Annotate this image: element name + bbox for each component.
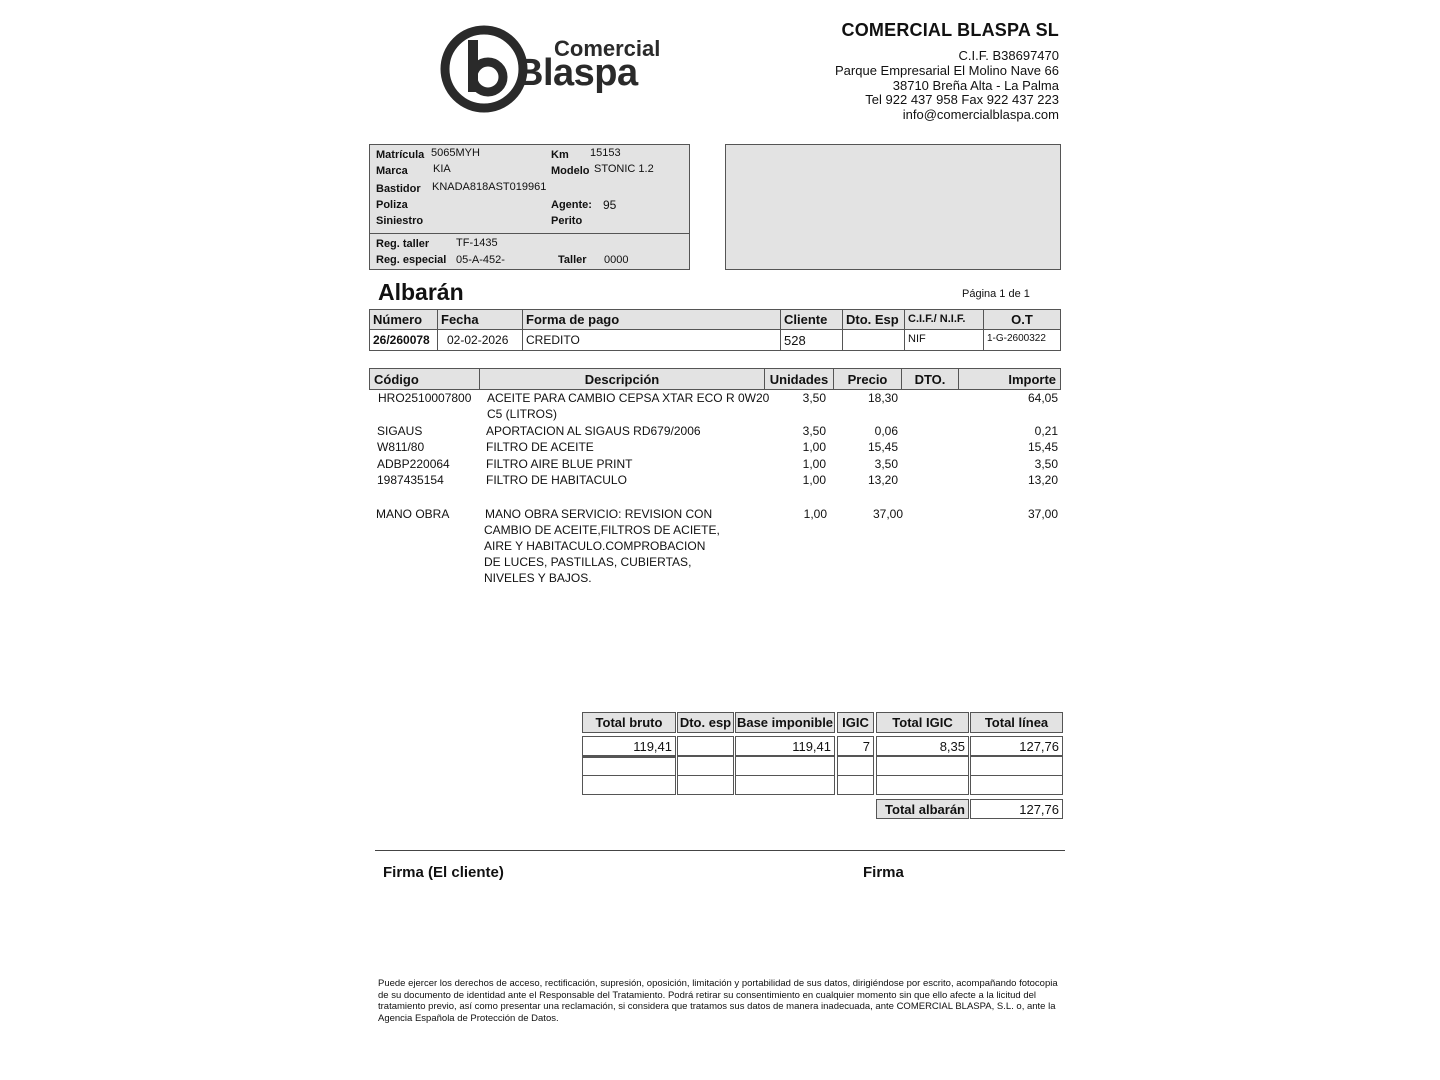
total-igic-value: 8,35 [876,736,969,756]
empty-cell [876,775,969,795]
base-imponible-value: 119,41 [735,736,835,756]
empty-cell [677,756,734,776]
col-precio: Precio [833,368,902,390]
col-ot: O.T [983,309,1061,330]
col-base-imponible: Base imponible [735,712,835,733]
company-name: COMERCIAL BLASPA SL [841,20,1059,40]
row-precio: 13,20 [867,473,898,487]
col-igic: IGIC [837,712,874,733]
client-signature-label: Firma (El cliente) [383,864,504,881]
row-precio: 15,45 [867,440,898,454]
row-precio: 37,00 [872,507,903,521]
row-importe: 13,20 [1027,473,1058,487]
company-city: 38710 Breña Alta - La Palma [892,78,1059,93]
col-total-igic: Total IGIC [876,712,969,733]
total-albaran-value: 127,76 [970,799,1063,819]
col-dto: DTO. [901,368,959,390]
total-linea-value: 127,76 [970,736,1063,756]
reg-especial-value: 05-A-452- [456,254,505,266]
row-importe: 0,21 [1034,424,1058,438]
col-forma-pago: Forma de pago [522,309,781,330]
row-importe: 37,00 [1027,507,1058,521]
poliza-label: Poliza [376,199,408,211]
marca-value: KIA [433,163,451,175]
ot-value: 1-G-2600322 [983,329,1061,351]
row-codigo: HRO2510007800 [378,391,472,405]
document-title: Albarán [378,279,464,305]
row-descripcion: APORTACION AL SIGAUS RD679/2006 [486,424,701,438]
signature-label: Firma [863,864,904,881]
row-precio: 0,06 [874,424,898,438]
perito-label: Perito [551,215,583,227]
empty-cell [970,756,1063,776]
col-codigo: Código [369,368,480,390]
row-descripcion-cont: AIRE Y HABITACULO.COMPROBACION [484,539,706,553]
legal-notice: Puede ejercer los derechos de acceso, rectificación, supresión, oposición, limitación y portabilidad de sus datos, dirigiéndose por escrito, acompañando fotocopia de su documento de identidad ante el Responsable del Tratamiento. Podrá retirar su consentimiento en cualquier momento sin que ello afecte a la licitud del tratamiento previo, así como presentar una reclamación, si considera que tratamos sus datos de manera inadecuada, ante COMERCIAL BLASPA, S.L. o, ante la Agencia Española de Protección de Datos. [378,978,1058,1024]
row-descripcion-cont: C5 (LITROS) [487,407,558,421]
row-unidades: 1,00 [802,440,826,454]
igic-value: 7 [837,736,874,756]
vehicle-info-box [369,144,690,270]
col-dto-esp: Dto. Esp [842,309,905,330]
company-phone: Tel 922 437 958 Fax 922 437 223 [865,92,1059,107]
company-email[interactable]: info@comercialblaspa.com [902,107,1059,122]
empty-cell [582,775,676,795]
col-fecha: Fecha [437,309,523,330]
col-cif-nif: C.I.F./ N.I.F. [904,309,984,330]
total-bruto-value: 119,41 [582,736,676,756]
reg-especial-label: Reg. especial [376,254,447,266]
row-codigo: W811/80 [377,440,425,454]
km-label: Km [551,149,569,161]
fecha-value: 02-02-2026 [437,329,523,351]
row-descripcion: FILTRO DE HABITACULO [486,473,627,487]
row-unidades: 3,50 [802,391,826,405]
agente-label: Agente: [551,199,592,211]
page-indicator: Página 1 de 1 [962,288,1030,300]
bastidor-value: KNADA818AST019961 [432,181,547,193]
siniestro-label: Siniestro [376,215,424,227]
row-precio: 18,30 [867,391,898,405]
empty-cell [837,775,874,795]
forma-pago-value: CREDITO [522,329,781,351]
col-unidades: Unidades [764,368,834,390]
col-total-bruto: Total bruto [582,712,676,733]
row-descripcion: FILTRO DE ACEITE [486,440,594,454]
empty-cell [677,775,734,795]
empty-cell [876,756,969,776]
col-cliente: Cliente [780,309,843,330]
km-value: 15153 [590,147,621,159]
col-descripcion: Descripción [479,368,765,390]
empty-cell [735,756,835,776]
modelo-value: STONIC 1.2 [594,163,654,175]
row-descripcion: FILTRO AIRE BLUE PRINT [486,457,633,471]
empty-cell [837,756,874,776]
company-address: Parque Empresarial El Molino Nave 66 [835,63,1059,78]
row-unidades: 1,00 [802,473,826,487]
marca-label: Marca [376,165,408,177]
row-descripcion-cont: CAMBIO DE ACEITE,FILTROS DE ACIETE, [484,523,720,537]
logo-text-blaspa: Blaspa [516,52,638,94]
row-unidades: 1,00 [802,457,826,471]
signature-divider [375,850,1065,851]
agente-value: 95 [603,198,617,212]
row-importe: 64,05 [1027,391,1058,405]
row-unidades: 1,00 [803,507,827,521]
taller-label: Taller [558,254,587,266]
row-descripcion: MANO OBRA SERVICIO: REVISION CON [485,507,713,521]
client-info-box [725,144,1061,270]
cif-nif-value: NIF [904,329,984,351]
logo-text-comercial: Comercial [554,36,661,61]
row-unidades: 3,50 [802,424,826,438]
row-codigo: SIGAUS [377,424,423,438]
row-importe: 3,50 [1034,457,1058,471]
col-numero: Número [369,309,438,330]
empty-cell [735,775,835,795]
company-cif: C.I.F. B38697470 [958,48,1059,63]
total-albaran-label: Total albarán [876,799,969,819]
cliente-value: 528 [780,329,843,351]
row-descripcion: ACEITE PARA CAMBIO CEPSA XTAR ECO R 0W20 [487,391,770,405]
matricula-label: Matrícula [376,149,425,161]
col-dto-esp-total: Dto. esp [677,712,734,733]
modelo-label: Modelo [551,165,590,177]
row-codigo: MANO OBRA [376,507,450,521]
row-descripcion-cont: DE LUCES, PASTILLAS, CUBIERTAS, [484,555,692,569]
row-precio: 3,50 [874,457,898,471]
dto-esp-value [842,329,905,351]
col-importe: Importe [958,368,1061,390]
dto-esp-total-value [677,736,734,756]
empty-cell [970,775,1063,795]
matricula-value: 5065MYH [431,147,480,159]
row-codigo: ADBP220064 [377,457,450,471]
row-descripcion-cont: NIVELES Y BAJOS. [484,571,592,585]
col-total-linea: Total línea [970,712,1063,733]
company-logo [440,22,670,118]
bastidor-label: Bastidor [376,183,421,195]
row-importe: 15,45 [1027,440,1058,454]
taller-value: 0000 [604,254,629,266]
reg-taller-label: Reg. taller [376,238,430,250]
row-codigo: 1987435154 [377,473,444,487]
numero-value: 26/260078 [369,329,438,351]
vehicle-box-divider [370,233,689,234]
reg-taller-value: TF-1435 [456,237,498,249]
empty-cell [582,756,676,776]
